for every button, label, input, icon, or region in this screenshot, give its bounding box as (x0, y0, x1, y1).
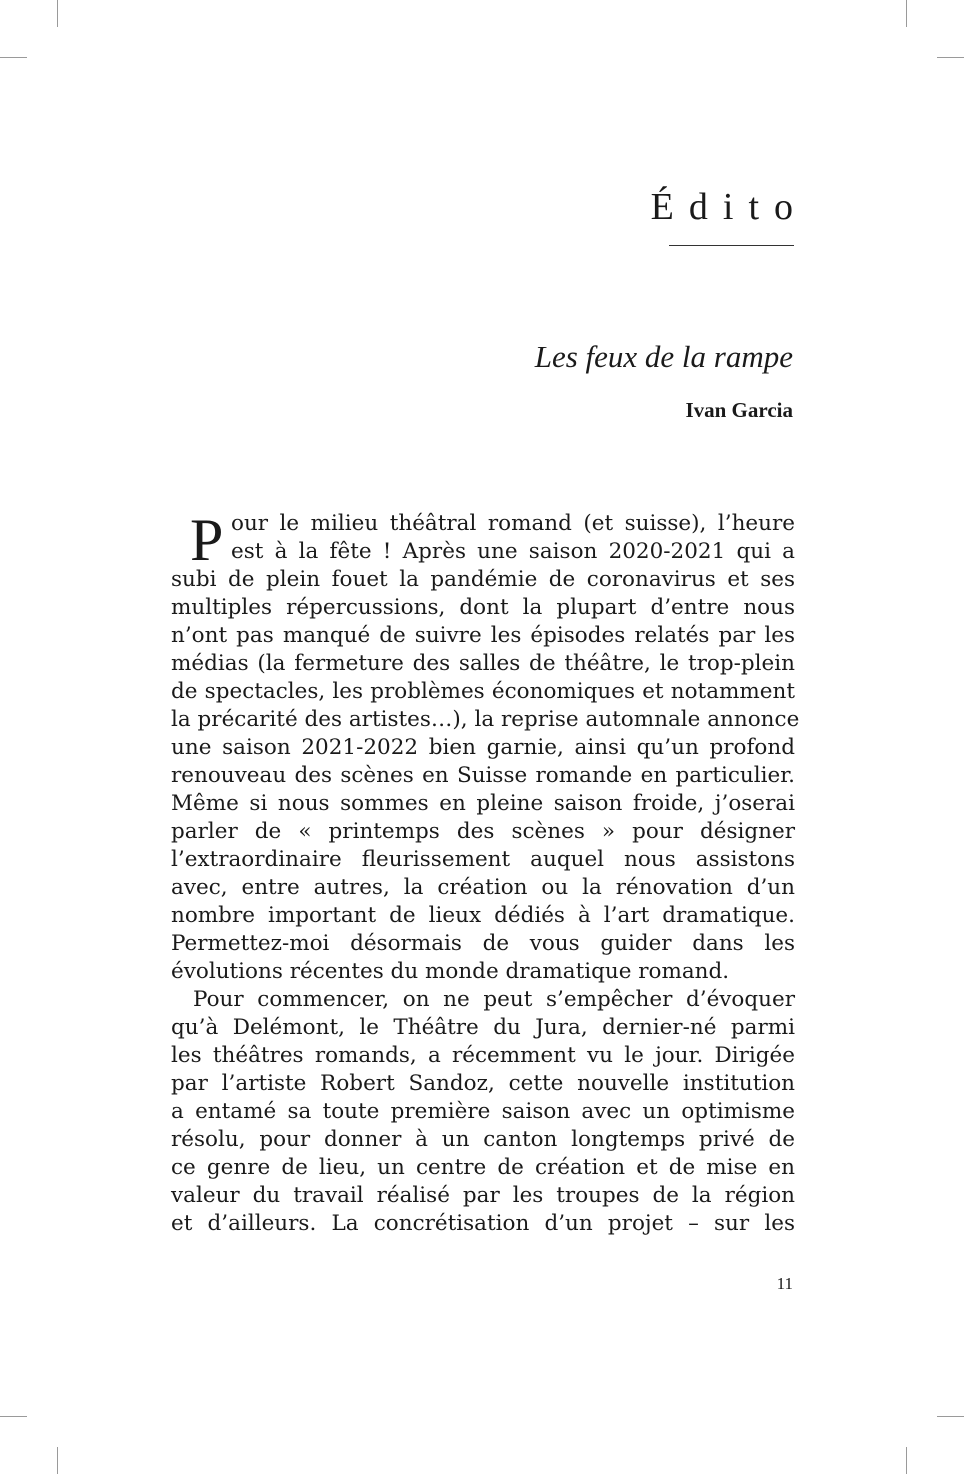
crop-mark-bottom-left-vertical (57, 1447, 58, 1474)
text-line: a entamé sa toute première saison avec un optimisme (171, 1099, 795, 1124)
text-line: est à la fête ! Après une saison 2020-2021 qui a (231, 539, 795, 564)
text-line: résolu, pour donner à un canton longtemps privé de (171, 1127, 795, 1152)
text-line: ce genre de lieu, un centre de création et de mise en (171, 1155, 795, 1180)
text-line: de spectacles, les problèmes économiques et notamment (171, 679, 795, 704)
text-line: la précarité des artistes…), la reprise automnale annonce (171, 707, 800, 732)
text-line: Permettez-moi désormais de vous guider dans les (171, 931, 795, 956)
text-line: n’ont pas manqué de suivre les épisodes relatés par les (171, 623, 795, 648)
crop-mark-bottom-right-horizontal (937, 1416, 964, 1417)
text-line: Même si nous sommes en pleine saison froide, j’oserai (171, 791, 795, 816)
text-line: par l’artiste Robert Sandoz, cette nouvelle institution (171, 1071, 795, 1096)
text-line: évolutions récentes du monde dramatique romand. (171, 959, 730, 984)
crop-mark-top-right-horizontal (937, 57, 964, 58)
text-line: qu’à Delémont, le Théâtre du Jura, dernier-né parmi (171, 1015, 795, 1040)
text-line: une saison 2021-2022 bien garnie, ainsi qu’un profond (171, 735, 795, 760)
text-line: Pour commencer, on ne peut s’empêcher d’évoquer (193, 987, 795, 1012)
author-name: Ivan Garcia (685, 398, 793, 422)
crop-mark-bottom-left-horizontal (0, 1416, 27, 1417)
text-line: renouveau des scènes en Suisse romande en particulier. (171, 763, 795, 788)
text-line: our le milieu théâtral romand (et suisse), l’heure (231, 511, 795, 536)
text-line: nombre important de lieux dédiés à l’art dramatique. (171, 903, 795, 928)
page-number: 11 (776, 1274, 793, 1293)
text-line: et d’ailleurs. La concrétisation d’un projet – sur les (171, 1211, 795, 1236)
section-title: Édito (650, 186, 808, 228)
text-line: parler de « printemps des scènes » pour désigner (171, 819, 795, 844)
drop-cap: P (190, 507, 224, 573)
text-line: subi de plein fouet la pandémie de coronavirus et ses (171, 567, 795, 592)
text-line: l’extraordinaire fleurissement auquel nous assistons (171, 847, 795, 872)
text-line: les théâtres romands, a récemment vu le jour. Dirigée (171, 1043, 795, 1068)
crop-mark-top-left-horizontal (0, 57, 27, 58)
text-line: avec, entre autres, la création ou la rénovation d’un (171, 875, 795, 900)
article-body (171, 507, 800, 1238)
crop-mark-bottom-right-vertical (906, 1447, 907, 1474)
article-title: Les feux de la rampe (534, 339, 793, 374)
crop-mark-top-left-vertical (57, 0, 58, 27)
text-line: médias (la fermeture des salles de théâtre, le trop-plein (171, 651, 795, 676)
title-rule (669, 245, 794, 246)
text-line: multiples répercussions, dont la plupart d’entre nous (171, 595, 795, 620)
crop-mark-top-right-vertical (906, 0, 907, 27)
text-line: valeur du travail réalisé par les troupes de la région (171, 1183, 795, 1208)
